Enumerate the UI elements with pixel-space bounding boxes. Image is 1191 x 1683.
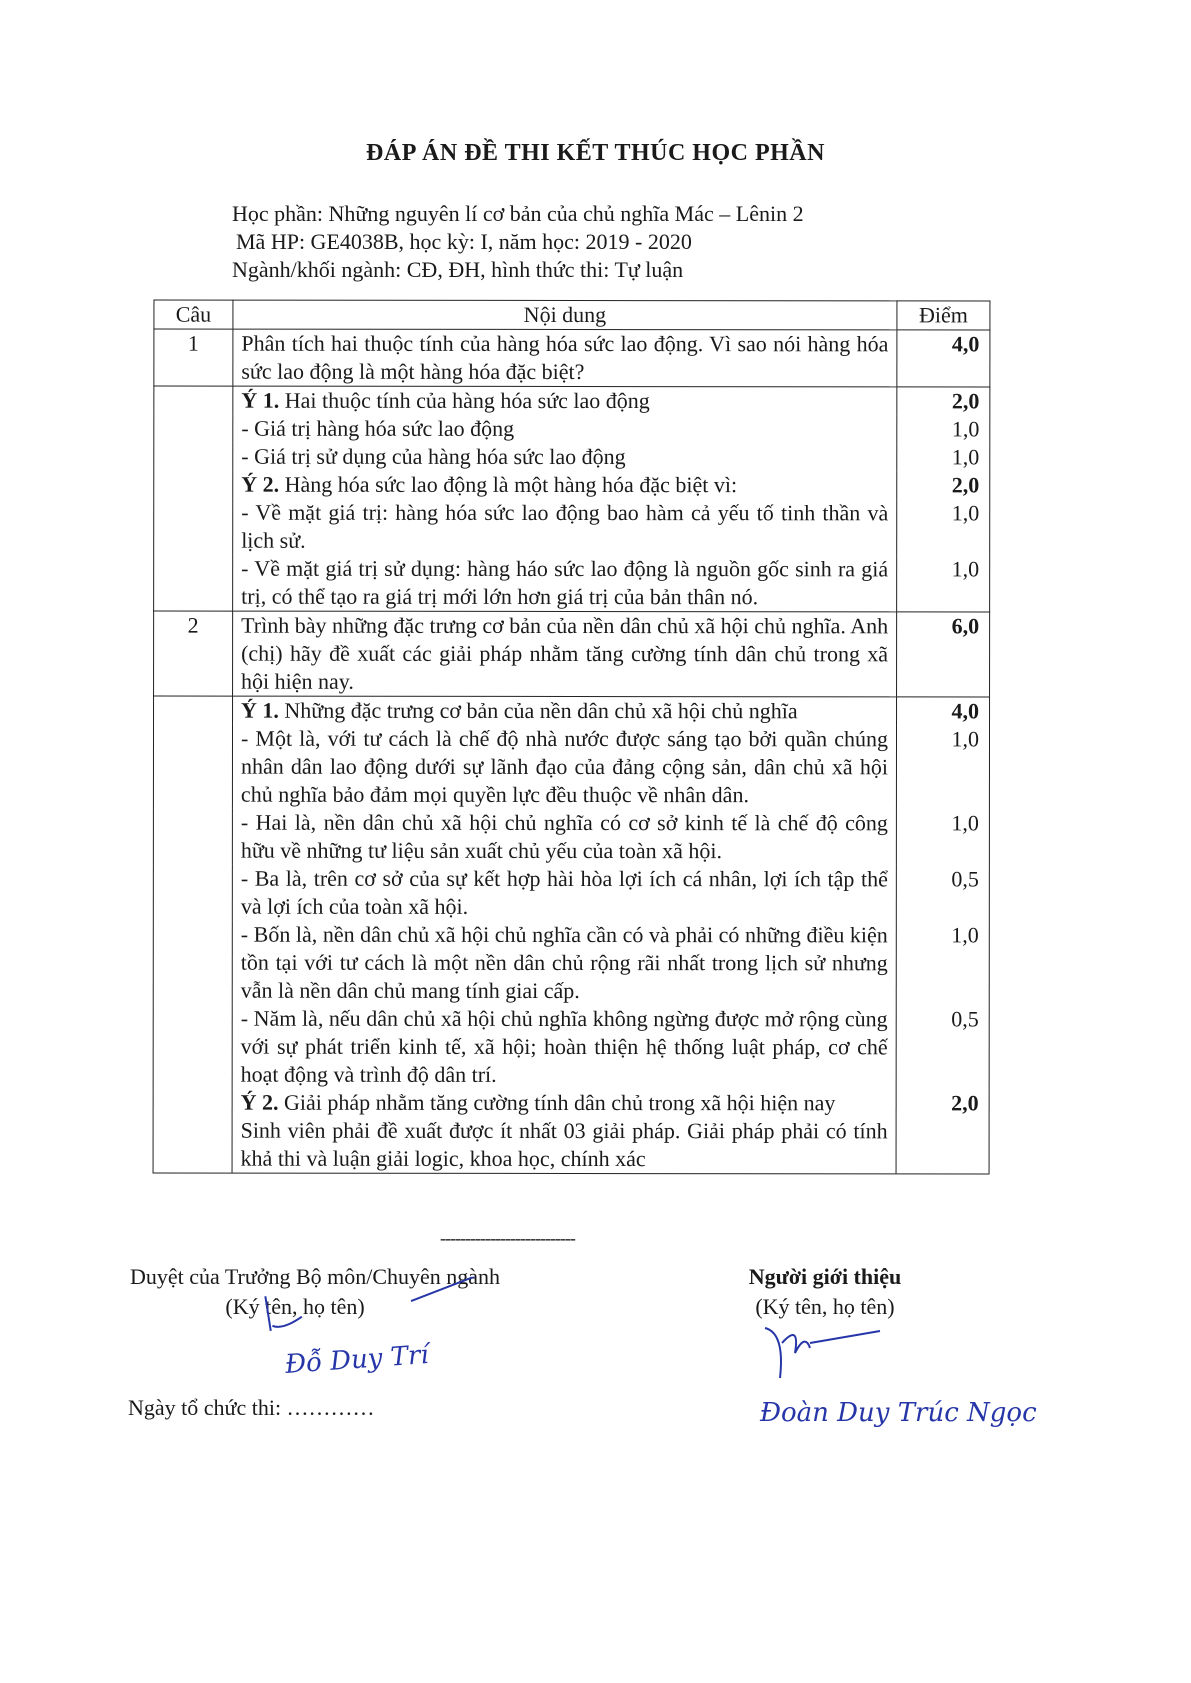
answer-content (232, 499, 896, 556)
header-diem: Điểm (896, 300, 990, 329)
course-info (232, 200, 804, 284)
score: 1,0 (896, 921, 990, 1005)
question-number (153, 725, 232, 809)
approver-title: Duyệt của Trưởng Bộ môn/Chuyên ngành (130, 1264, 501, 1289)
answer-content (232, 1117, 896, 1174)
question-number: 2 (153, 611, 232, 696)
score: 1,0 (896, 443, 990, 471)
header-noi-dung: Nội dung (232, 300, 896, 330)
score: 1,0 (896, 725, 990, 809)
question-number (153, 499, 232, 555)
course-name: Học phần: Những nguyên lí cơ bản của chủ nghĩa Mác – Lênin 2 (232, 201, 804, 226)
question-number (153, 555, 232, 611)
answer-content (232, 611, 896, 697)
answer-content (232, 725, 896, 810)
presenter-block (735, 1262, 915, 1322)
answer-content (232, 443, 896, 472)
answer-content (232, 809, 896, 866)
content-text: Giải pháp nhằm tăng cường tính dân chủ trong xã hội hiện nay (278, 1089, 836, 1116)
header-cau: Câu (153, 300, 232, 329)
content-text: - Về mặt giá trị: hàng hóa sức lao động bao hàm cả yếu tố tinh thần và lịch sử. (241, 499, 889, 553)
score: 1,0 (896, 499, 990, 555)
score: 4,0 (896, 329, 990, 386)
score: 6,0 (896, 611, 990, 696)
approver-sub: (Ký tên, họ tên) (225, 1294, 365, 1319)
question-number (153, 696, 232, 725)
question-number: 1 (153, 329, 232, 386)
content-text: - Bốn là, nền dân chủ xã hội chủ nghĩa cần có và phải có những điều kiện tồn tại với tư cách là một nền dân chủ rộng rãi nhất trong lịch sử nhưng vẫn là nền dân chủ mang tính giai cấp. (240, 921, 888, 1004)
score (896, 1117, 990, 1173)
course-code: Mã HP: GE4038B, học kỳ: I, năm học: 2019 - 2020 (236, 229, 692, 254)
answer-content (232, 471, 896, 500)
exam-date: Ngày tổ chức thi: ………… (128, 1395, 375, 1420)
answer-content (232, 921, 896, 1006)
point-label: Ý 2. (240, 1089, 279, 1115)
content-text: Hàng hóa sức lao động là một hàng hóa đặc biệt vì: (279, 471, 738, 498)
score: 0,5 (896, 865, 990, 921)
answer-content (232, 415, 896, 444)
content-text: Hai thuộc tính của hàng hóa sức lao động (279, 387, 650, 414)
score: 1,0 (896, 809, 990, 865)
question-number (153, 1005, 232, 1089)
answer-table (153, 300, 991, 1175)
presenter-signature: Đoàn Duy Trúc Ngọc (760, 1398, 1037, 1428)
presenter-sub: (Ký tên, họ tên) (755, 1294, 895, 1319)
content-text: - Năm là, nếu dân chủ xã hội chủ nghĩa không ngừng được mở rộng cùng với sự phát triển kinh tế, xã hội; hoàn thiện hệ thống luật pháp, cơ chế hoạt động và trình độ dân trí. (240, 1005, 888, 1087)
approver-signature: Đỗ Duy Trí (284, 1340, 430, 1380)
question-number (153, 865, 232, 921)
answer-content (232, 1089, 896, 1118)
question-number (153, 1117, 232, 1173)
content-text: Những đặc trưng cơ bản của nền dân chủ xã hội chủ nghĩa (278, 697, 798, 724)
score: 2,0 (896, 471, 990, 499)
answer-content (232, 865, 896, 922)
presenter-title: Người giới thiệu (748, 1264, 902, 1289)
answer-content (232, 329, 896, 387)
answer-content (232, 386, 896, 416)
score: 1,0 (896, 555, 990, 611)
content-text: - Ba là, trên cơ sở của sự kết hợp hài hòa lợi ích cá nhân, lợi ích tập thể và lợi ích của toàn xã hội. (240, 865, 888, 919)
document-title: ĐÁP ÁN ĐỀ THI KẾT THÚC HỌC PHẦN (366, 140, 825, 166)
point-label: Ý 1. (241, 697, 279, 723)
content-text: Phân tích hai thuộc tính của hàng hóa sức lao động. Vì sao nói hàng hóa sức lao động là một hàng hóa đặc biệt? (241, 330, 889, 385)
signature-stroke-icon (760, 1323, 900, 1383)
question-number (153, 1089, 232, 1117)
answer-content (232, 555, 896, 612)
content-text: Sinh viên phải đề xuất được ít nhất 03 giải pháp. Giải pháp phải có tính khả thi và luận giải logic, khoa học, chính xác (240, 1117, 888, 1172)
point-label: Ý 1. (241, 387, 280, 413)
content-text: - Giá trị sử dụng của hàng hóa sức lao động (241, 443, 626, 470)
content-text: - Hai là, nền dân chủ xã hội chủ nghĩa có cơ sở kinh tế là chế độ công hữu về những tư liệu sản xuất chủ yếu của toàn xã hội. (240, 809, 888, 864)
score: 2,0 (896, 1089, 990, 1117)
answer-content (232, 1005, 896, 1090)
separator: --------------------------- (440, 1228, 575, 1248)
question-number (153, 415, 232, 443)
content-text: - Một là, với tư cách là chế độ nhà nước được sáng tạo bởi quần chúng nhân dân lao động dưới sự lãnh đạo của đảng cộng sản, dân chủ xã hội chủ nghĩa bảo đảm mọi quyền lực đều thuộc về nhân dân. (240, 725, 889, 808)
score: 0,5 (896, 1005, 990, 1089)
content-text: - Về mặt giá trị sử dụng: hàng háo sức lao động là nguồn gốc sinh ra giá trị, có thể tạo ra giá trị mới lớn hơn giá trị của bản thân nó. (241, 555, 889, 610)
question-number (153, 809, 232, 865)
question-number (153, 386, 232, 415)
course-major: Ngành/khối ngành: CĐ, ĐH, hình thức thi: Tự luận (232, 257, 684, 282)
score: 4,0 (896, 696, 990, 725)
content-text: Trình bày những đặc trưng cơ bản của nền dân chủ xã hội chủ nghĩa. Anh (chị) hãy đề xuất các giải pháp nhằm tăng cường tính dân chủ trong xã hội hiện nay. (241, 612, 889, 694)
question-number (153, 471, 232, 499)
question-number (153, 921, 232, 1005)
question-number (153, 443, 232, 471)
score: 2,0 (896, 386, 990, 415)
score: 1,0 (896, 415, 990, 443)
point-label: Ý 2. (241, 471, 280, 497)
content-text: - Giá trị hàng hóa sức lao động (241, 415, 515, 441)
answer-content (232, 696, 896, 726)
